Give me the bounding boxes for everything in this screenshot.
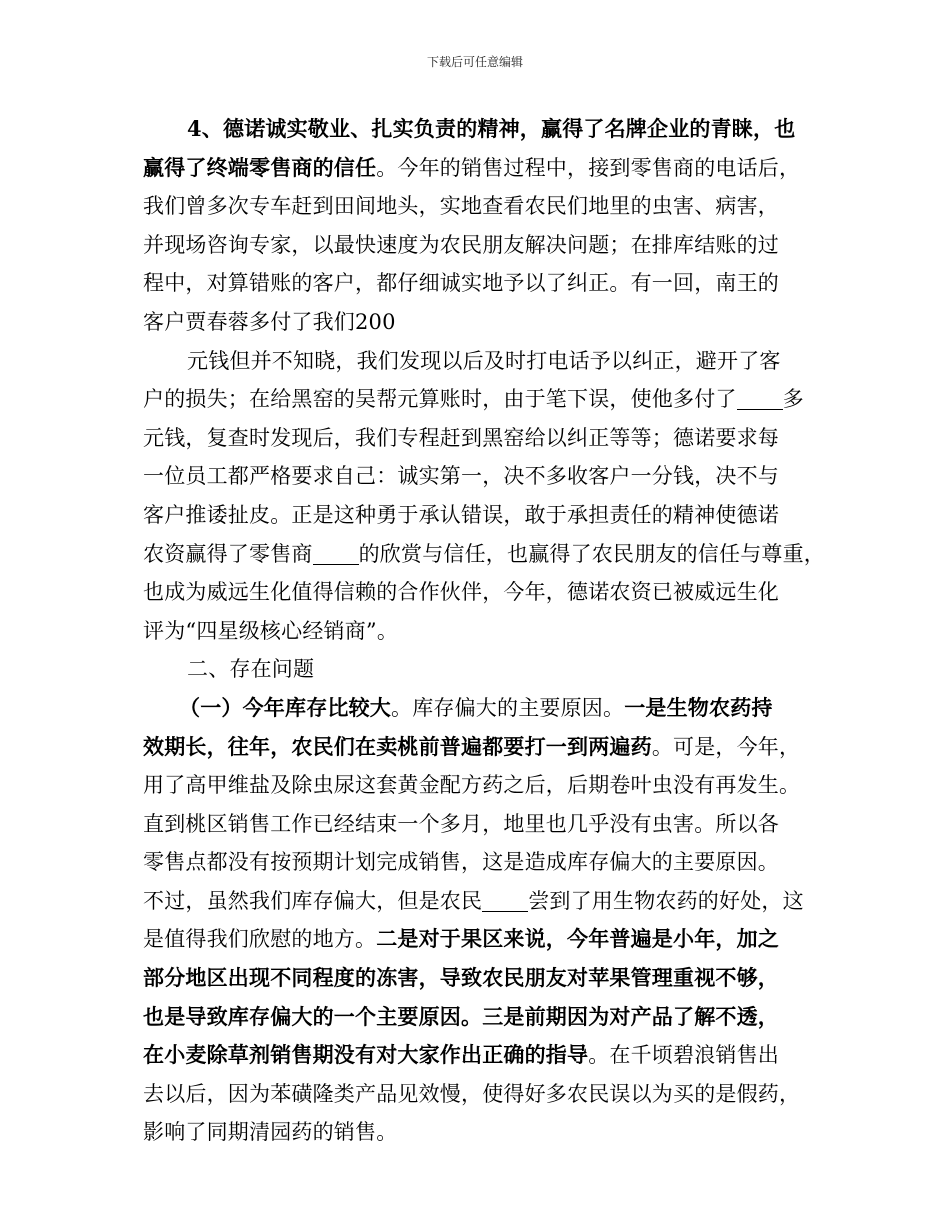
- text-run: 户的损失；在给黑窑的吴帮元算账时，由于笔下误，使他多付了: [143, 387, 737, 412]
- paragraph-2-line-1: 元钱但并不知晓，我们发现以后及时打电话予以纠正，避开了客: [187, 348, 781, 373]
- paragraph-3-line-10: [143, 1036, 823, 1075]
- text-run: 。在千顷碧浪销售出: [588, 1043, 780, 1068]
- text-run: 尝到了用生物农药的好处，这: [528, 888, 804, 913]
- text-run: 。可是，今年，: [651, 734, 801, 759]
- section-heading: 二、存在问题: [187, 657, 315, 682]
- paragraph-1-line-4: 并现场咨询专家，以最快速度为农民朋友解决问题；在排库结账的过: [143, 232, 779, 257]
- text-run: 。今年的销售过程中，接到零售商的电话后，: [376, 155, 801, 180]
- paragraph-2-line-4: 一位员工都严格要求自己：诚实第一，决不多收客户一分钱，决不与: [143, 464, 779, 489]
- paragraph-2-line-5: 客户推诿扯皮。正是这种勇于承认错误，敢于承担责任的精神使德诺: [143, 502, 779, 527]
- blank-underline: [482, 890, 528, 912]
- paragraph-3-line-8: 部分地区出现不同程度的冻害，导致农民朋友对苹果管理重视不够，: [143, 965, 779, 991]
- paragraph-1-line-3: 我们曾多次专车赶到田间地头，实地查看农民们地里的虫害、病害，: [143, 194, 779, 219]
- paragraph-3-line-9: 也是导致库存偏大的一个主要原因。三是前期因为对产品了解不透，: [143, 1003, 779, 1029]
- paragraph-1-line-5: 程中，对算错账的客户，都仔细诚实地予以了纠正。有一回，南王的: [143, 271, 779, 296]
- paragraph-3-line-5: 零售点都没有按预期计划完成销售，这是造成库存偏大的主要原因。: [143, 850, 779, 875]
- bold-phrase: 二是对于果区来说，今年普遍是小年，加之: [376, 926, 780, 952]
- bold-phrase: （一）今年库存比较大: [179, 694, 391, 720]
- paragraph-1-line-6: 客户贾春蓉多付了我们200: [143, 309, 396, 334]
- paragraph-2-line-2: [143, 380, 823, 419]
- bold-phrase: 赢得了终端零售商的信任: [143, 154, 377, 180]
- paragraph-3-line-6: [143, 882, 823, 921]
- bold-phrase: 一是生物农药持: [624, 694, 773, 720]
- paragraph-3-line-7: [143, 920, 823, 959]
- text-run: 的欣赏与信任，也赢得了农民朋友的信任与尊重，: [358, 541, 826, 566]
- text-run: 多: [782, 387, 804, 412]
- paragraph-2-line-7: 也成为威远生化值得信赖的合作伙伴，今年，德诺农资已被威远生化: [143, 580, 779, 605]
- text-run: 。库存偏大的主要原因。: [391, 695, 625, 720]
- text-run: 不过，虽然我们库存偏大，但是农民: [143, 888, 483, 913]
- paragraph-3-line-1: [143, 689, 823, 728]
- bold-phrase: 效期长，往年，农民们在卖桃前普遍都要打一到两遍药: [143, 733, 652, 759]
- paragraph-3-line-2: [143, 728, 823, 767]
- blank-underline: [313, 543, 359, 565]
- paragraph-1-line-1: 4、德诺诚实敬业、扎实负责的精神，赢得了名牌企业的青睐，也: [187, 116, 796, 141]
- paragraph-3-line-4: 直到桃区销售工作已经结束一个多月，地里也几乎没有虫害。所以各: [143, 811, 779, 836]
- paragraph-2-line-6: [143, 535, 826, 574]
- paragraph-3-line-3: 用了高甲维盐及除虫尿这套黄金配方药之后，后期卷叶虫没有再发生。: [143, 773, 801, 798]
- paragraph-2-line-8: 评为“四星级核心经销商”。: [143, 618, 399, 643]
- paragraph-2-line-3: 元钱，复查时发现后，我们专程赶到黑窑给以纠正等等；德诺要求每: [143, 425, 779, 450]
- page-header: 下载后可任意编辑: [426, 55, 523, 69]
- blank-underline: [737, 388, 783, 410]
- document-body: [143, 110, 826, 1152]
- paragraph-3-line-11: 去以后，因为苯磺隆类产品见效慢，使得好多农民误以为买的是假药，: [143, 1081, 801, 1106]
- bold-phrase: 在小麦除草剂销售期没有对大家作出正确的指导: [143, 1042, 589, 1068]
- paragraph-1-line-2: [143, 149, 823, 188]
- text-run: 是值得我们欣慰的地方。: [143, 927, 377, 952]
- paragraph-3-line-12: 影响了同期清园药的销售。: [143, 1120, 398, 1145]
- text-run: 农资赢得了零售商: [143, 541, 313, 566]
